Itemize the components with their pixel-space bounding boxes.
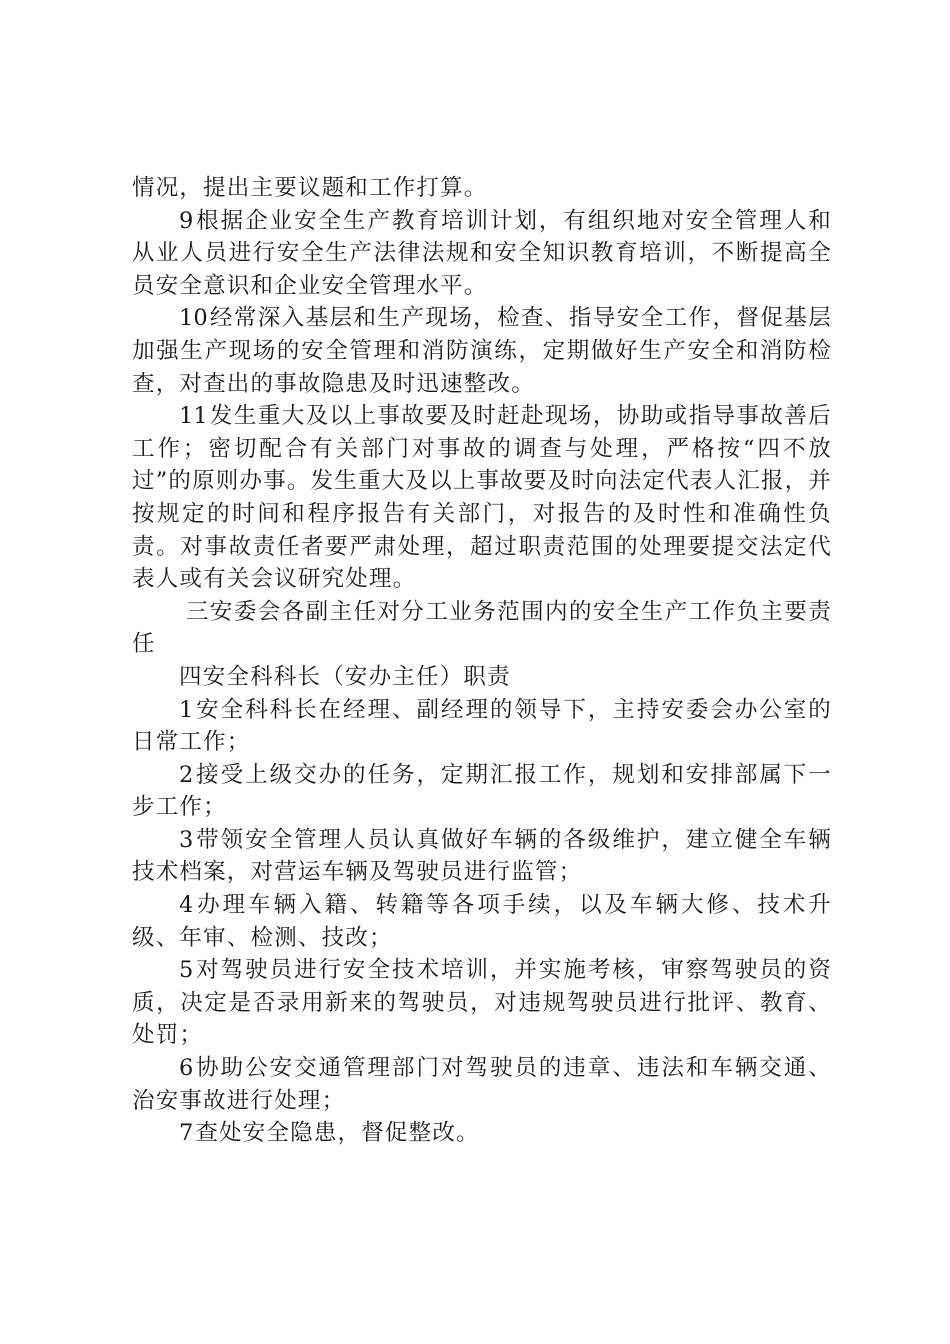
section-heading-3	[132, 596, 832, 661]
document-body	[132, 172, 832, 1150]
paragraph-text: 经常深入基层和生产现场，检查、指导安全工作，督促基层加强生产现场的安全管理和消防演练，定期做好生产安全和消防检查，对查出的事故隐患及时迅速整改。	[132, 305, 832, 397]
paragraph-text: 四安全科科长（安办主任）职责	[179, 663, 511, 690]
paragraph-number: 5	[179, 957, 194, 984]
paragraph-number: 10	[179, 305, 208, 332]
paragraph-text: 情况，提出主要议题和工作打算。	[132, 175, 488, 201]
paragraph-number: 4	[179, 892, 194, 919]
paragraph-item-7	[132, 1117, 832, 1150]
paragraph-item-10	[132, 302, 832, 400]
paragraph-number: 6	[179, 1055, 194, 1082]
paragraph-number: 11	[179, 403, 208, 430]
paragraph-item-9	[132, 205, 832, 303]
paragraph-text: 三安委会各副主任对分工业务范围内的安全生产工作负主要责任	[132, 598, 832, 658]
paragraph-item-1	[132, 694, 832, 759]
paragraph-item-6	[132, 1052, 832, 1117]
paragraph-number: 1	[179, 696, 194, 723]
paragraph-item-3	[132, 824, 832, 889]
paragraph-item-2	[132, 759, 832, 824]
paragraph-continuation	[132, 172, 832, 205]
paragraph-item-5	[132, 954, 832, 1052]
paragraph-text: 协助公安交通管理部门对驾驶员的违章、违法和车辆交通、治安事故进行处理；	[132, 1055, 832, 1114]
paragraph-text: 查处安全隐患，督促整改。	[195, 1120, 480, 1147]
paragraph-text: 接受上级交办的任务，定期汇报工作，规划和安排部属下一步工作；	[132, 761, 832, 821]
paragraph-number: 9	[179, 207, 194, 234]
paragraph-text: 发生重大及以上事故要及时赶赴现场，协助或指导事故善后工作；密切配合有关部门对事故的调查与处理，严格按“四不放过”的原则办事。发生重大及以上事故要及时向法定代表人汇报，并按规定的时间和程序报告有关部门，对报告的及时性和准确性负责。对事故责任者要严肃处理，超过职责范围的处理要提交法定代表人或有关会议研究处理。	[132, 403, 833, 593]
paragraph-item-4	[132, 889, 832, 954]
paragraph-text: 办理车辆入籍、转籍等各项手续，以及车辆大修、技术升级、年审、检测、技改；	[132, 892, 832, 951]
section-heading-4	[132, 661, 832, 694]
paragraph-number: 7	[179, 1120, 194, 1147]
paragraph-text: 安全科科长在经理、副经理的领导下，主持安委会办公室的日常工作；	[132, 696, 832, 756]
paragraph-text: 根据企业安全生产教育培训计划，有组织地对安全管理人和从业人员进行安全生产法律法规和安全知识教育培训，不断提高全员安全意识和企业安全管理水平。	[132, 207, 832, 299]
paragraph-text: 对驾驶员进行安全技术培训，并实施考核，审察驾驶员的资质，决定是否录用新来的驾驶员，对违规驾驶员进行批评、教育、处罚；	[132, 957, 832, 1049]
paragraph-number: 2	[179, 761, 194, 788]
paragraph-item-11	[132, 400, 832, 596]
paragraph-text: 带领安全管理人员认真做好车辆的各级维护，建立健全车辆技术档案，对营运车辆及驾驶员进行监管；	[132, 826, 832, 886]
paragraph-number: 3	[179, 826, 194, 853]
